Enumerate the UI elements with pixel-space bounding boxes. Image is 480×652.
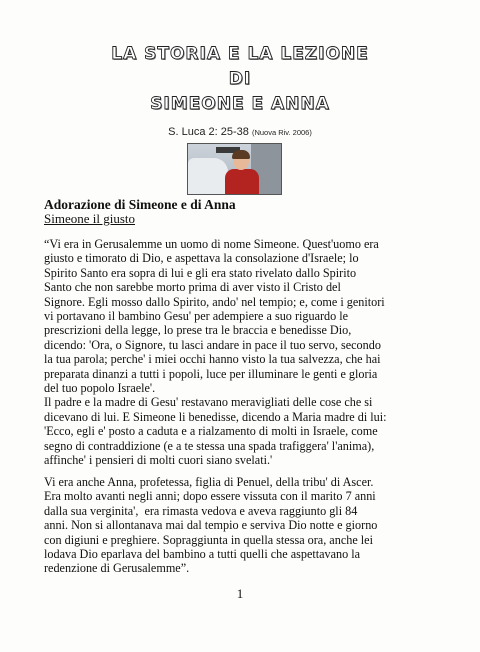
page-number: 1 xyxy=(236,586,244,601)
text-line: Santo che non sarebbe morto prima di aver visto il Cristo del xyxy=(44,280,341,295)
text-line: Signore. Egli mosso dallo Spirito, ando' nel tempio; e, come i genitori xyxy=(44,294,385,309)
text-line: dicendo: 'Ora, o Signore, tu lasci andare in pace il tuo servo, secondo xyxy=(44,337,381,352)
text-line: 'Ecco, egli e' posto a caduta e a rialzamento di molti in Israele, come xyxy=(44,424,378,439)
document-title xyxy=(0,42,480,117)
title-line-1: LA STORIA E LA LEZIONE xyxy=(111,44,369,64)
reference-note: (Nuova Riv. 2006) xyxy=(251,128,312,137)
text-line: anni. Non si allontanava mai dal tempio e serviva Dio notte e giorno xyxy=(44,518,378,533)
text-line: affinche' i pensieri di molti cuori siano svelati.' xyxy=(44,453,273,468)
scripture-reference xyxy=(0,126,480,138)
reference-main: S. Luca 2: 25-38 xyxy=(168,126,249,138)
section-heading: Adorazione di Simeone e di Anna xyxy=(44,197,236,212)
text-line: prescrizioni della legge, lo prese tra le braccia e benedisse Dio, xyxy=(44,323,352,338)
text-line: Spirito Santo era sopra di lui e gli era stato rivelato dallo Spirito xyxy=(44,265,357,280)
text-line: Vi era anche Anna, profetessa, figlia di Penuel, della tribu' di Ascer. xyxy=(44,475,374,489)
text-line: del tuo popolo Israele'. xyxy=(44,381,156,396)
paragraph-simeone xyxy=(44,237,443,468)
text-line: segno di contraddizione (e a te stessa una spada trafiggera' l'anima), xyxy=(44,438,375,453)
text-line: lodava Dio eparlava del bambino a tutti quelli che aspettavano la xyxy=(44,547,361,562)
text-line: con digiuni e preghiere. Sopraggiunta in quella stessa ora, anche lei xyxy=(44,532,373,547)
text-line: dalla sua verginita', era rimasta vedova e aveva raggiunto gli 84 xyxy=(44,503,358,518)
paragraph-anna xyxy=(44,475,443,576)
text-line: Il padre e la madre di Gesu' restavano meravigliati delle cose che si xyxy=(44,395,373,410)
text-line: la tua parola; perche' i miei occhi hanno visto la tua salvezza, che hai xyxy=(44,352,381,367)
child-photo xyxy=(187,143,282,195)
text-line: preparata dinanzi a tutti i popoli, luce per illuminare le genti e gloria xyxy=(44,366,378,381)
section-subheading: Simeone il giusto xyxy=(44,211,135,226)
title-line-2: DI xyxy=(228,69,252,89)
text-line: dicevano di lui. E Simeone li benedisse, dicendo a Maria madre di lui: xyxy=(44,409,387,424)
title-line-3: SIMEONE E ANNA xyxy=(150,94,330,114)
text-line: vi portavano il bambino Gesu' per adempiere a suo riguardo le xyxy=(44,309,349,324)
text-line: redenzione di Gerusalemme”. xyxy=(44,561,190,576)
text-line: giusto e timorato di Dio, e aspettava la consolazione d'Israele; lo xyxy=(44,251,359,266)
text-line: “Vi era in Gerusalemme un uomo di nome Simeone. Quest'uomo era xyxy=(44,237,379,251)
text-line: Era molto avanti negli anni; dopo essere vissuta con il marito 7 anni xyxy=(44,489,376,504)
